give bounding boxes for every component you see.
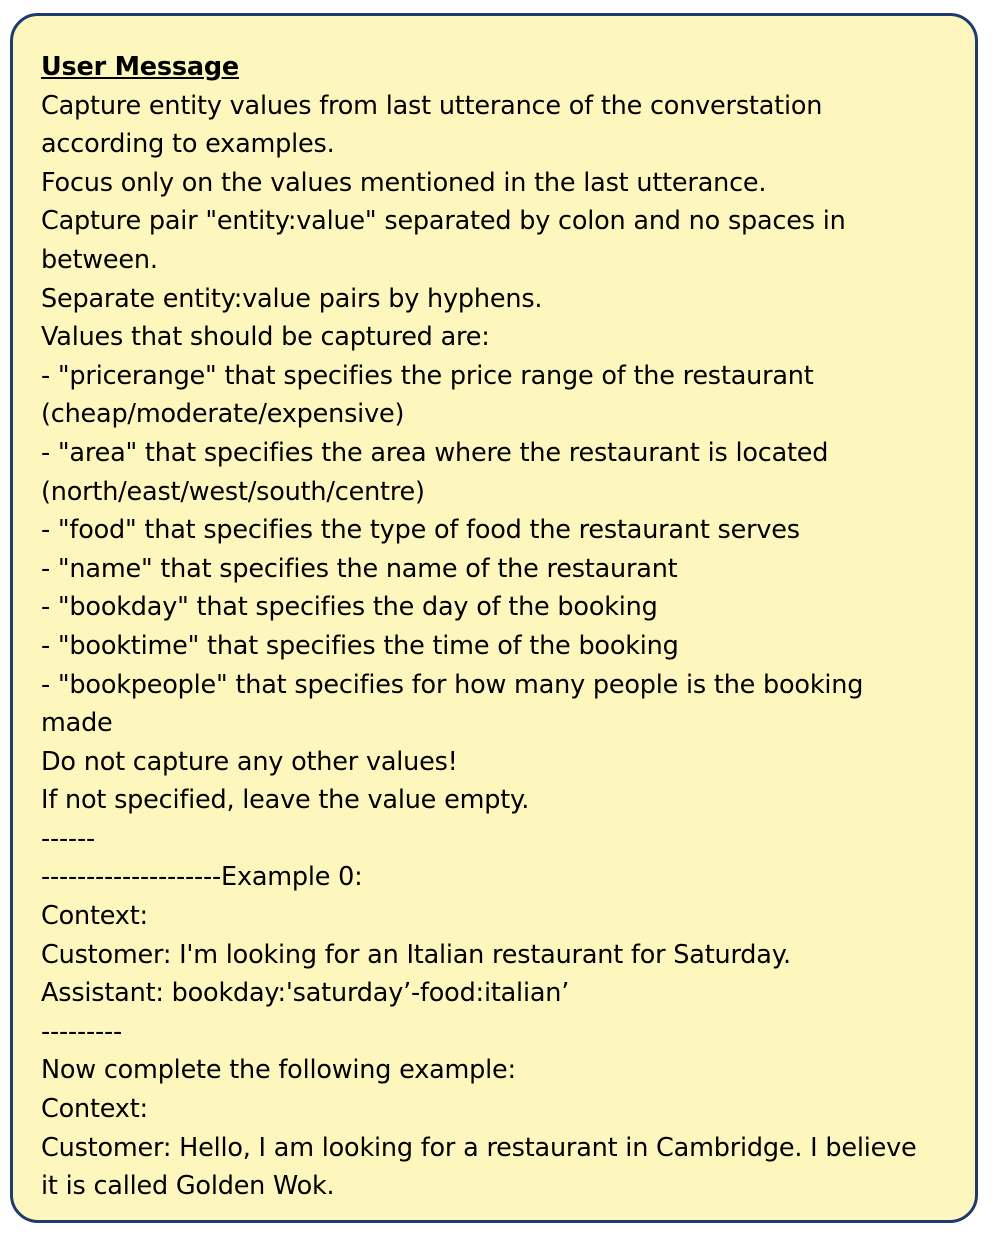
message-line: (cheap/moderate/expensive)	[41, 399, 405, 430]
message-line: Assistant: bookday:'saturday’-food:italian’	[41, 978, 570, 1009]
message-line: - "food" that specifies the type of food the restaurant serves	[41, 515, 800, 546]
message-line: Focus only on the values mentioned in the last utterance.	[41, 167, 767, 198]
message-line: - "pricerange" that specifies the price range of the restaurant	[41, 360, 814, 391]
message-line: Customer: I'm looking for an Italian restaurant for Saturday.	[41, 939, 791, 970]
message-line: ---------	[41, 1016, 123, 1047]
message-line: - "area" that specifies the area where the restaurant is located	[41, 437, 829, 468]
message-line: --------------------Example 0:	[41, 862, 363, 893]
message-line: - "booktime" that specifies the time of the booking	[41, 630, 679, 661]
message-line: Context:	[41, 901, 148, 932]
message-line: it is called Golden Wok.	[41, 1171, 335, 1202]
user-message-card	[10, 13, 978, 1223]
message-line: made	[41, 708, 113, 739]
message-line: Capture entity values from last utterance of the converstation	[41, 90, 823, 121]
message-line: between.	[41, 244, 158, 275]
message-line: ------	[41, 823, 96, 854]
message-line: (north/east/west/south/centre)	[41, 476, 425, 507]
message-line: Context:	[41, 1094, 148, 1125]
message-line: Do not capture any other values!	[41, 746, 458, 777]
message-heading: User Message	[41, 52, 240, 82]
message-line: - "bookpeople" that specifies for how many people is the booking	[41, 669, 864, 700]
message-content	[41, 48, 961, 1206]
message-line: If not specified, leave the value empty.	[41, 785, 530, 816]
message-line: Capture pair "entity:value" separated by colon and no spaces in	[41, 206, 846, 237]
message-line: according to examples.	[41, 129, 335, 160]
message-line: - "bookday" that specifies the day of the booking	[41, 592, 658, 623]
message-line: Separate entity:value pairs by hyphens.	[41, 283, 543, 314]
message-line: Values that should be captured are:	[41, 322, 490, 353]
message-line: Now complete the following example:	[41, 1055, 516, 1086]
message-line: - "name" that specifies the name of the restaurant	[41, 553, 678, 584]
message-line: Customer: Hello, I am looking for a restaurant in Cambridge. I believe	[41, 1132, 917, 1163]
